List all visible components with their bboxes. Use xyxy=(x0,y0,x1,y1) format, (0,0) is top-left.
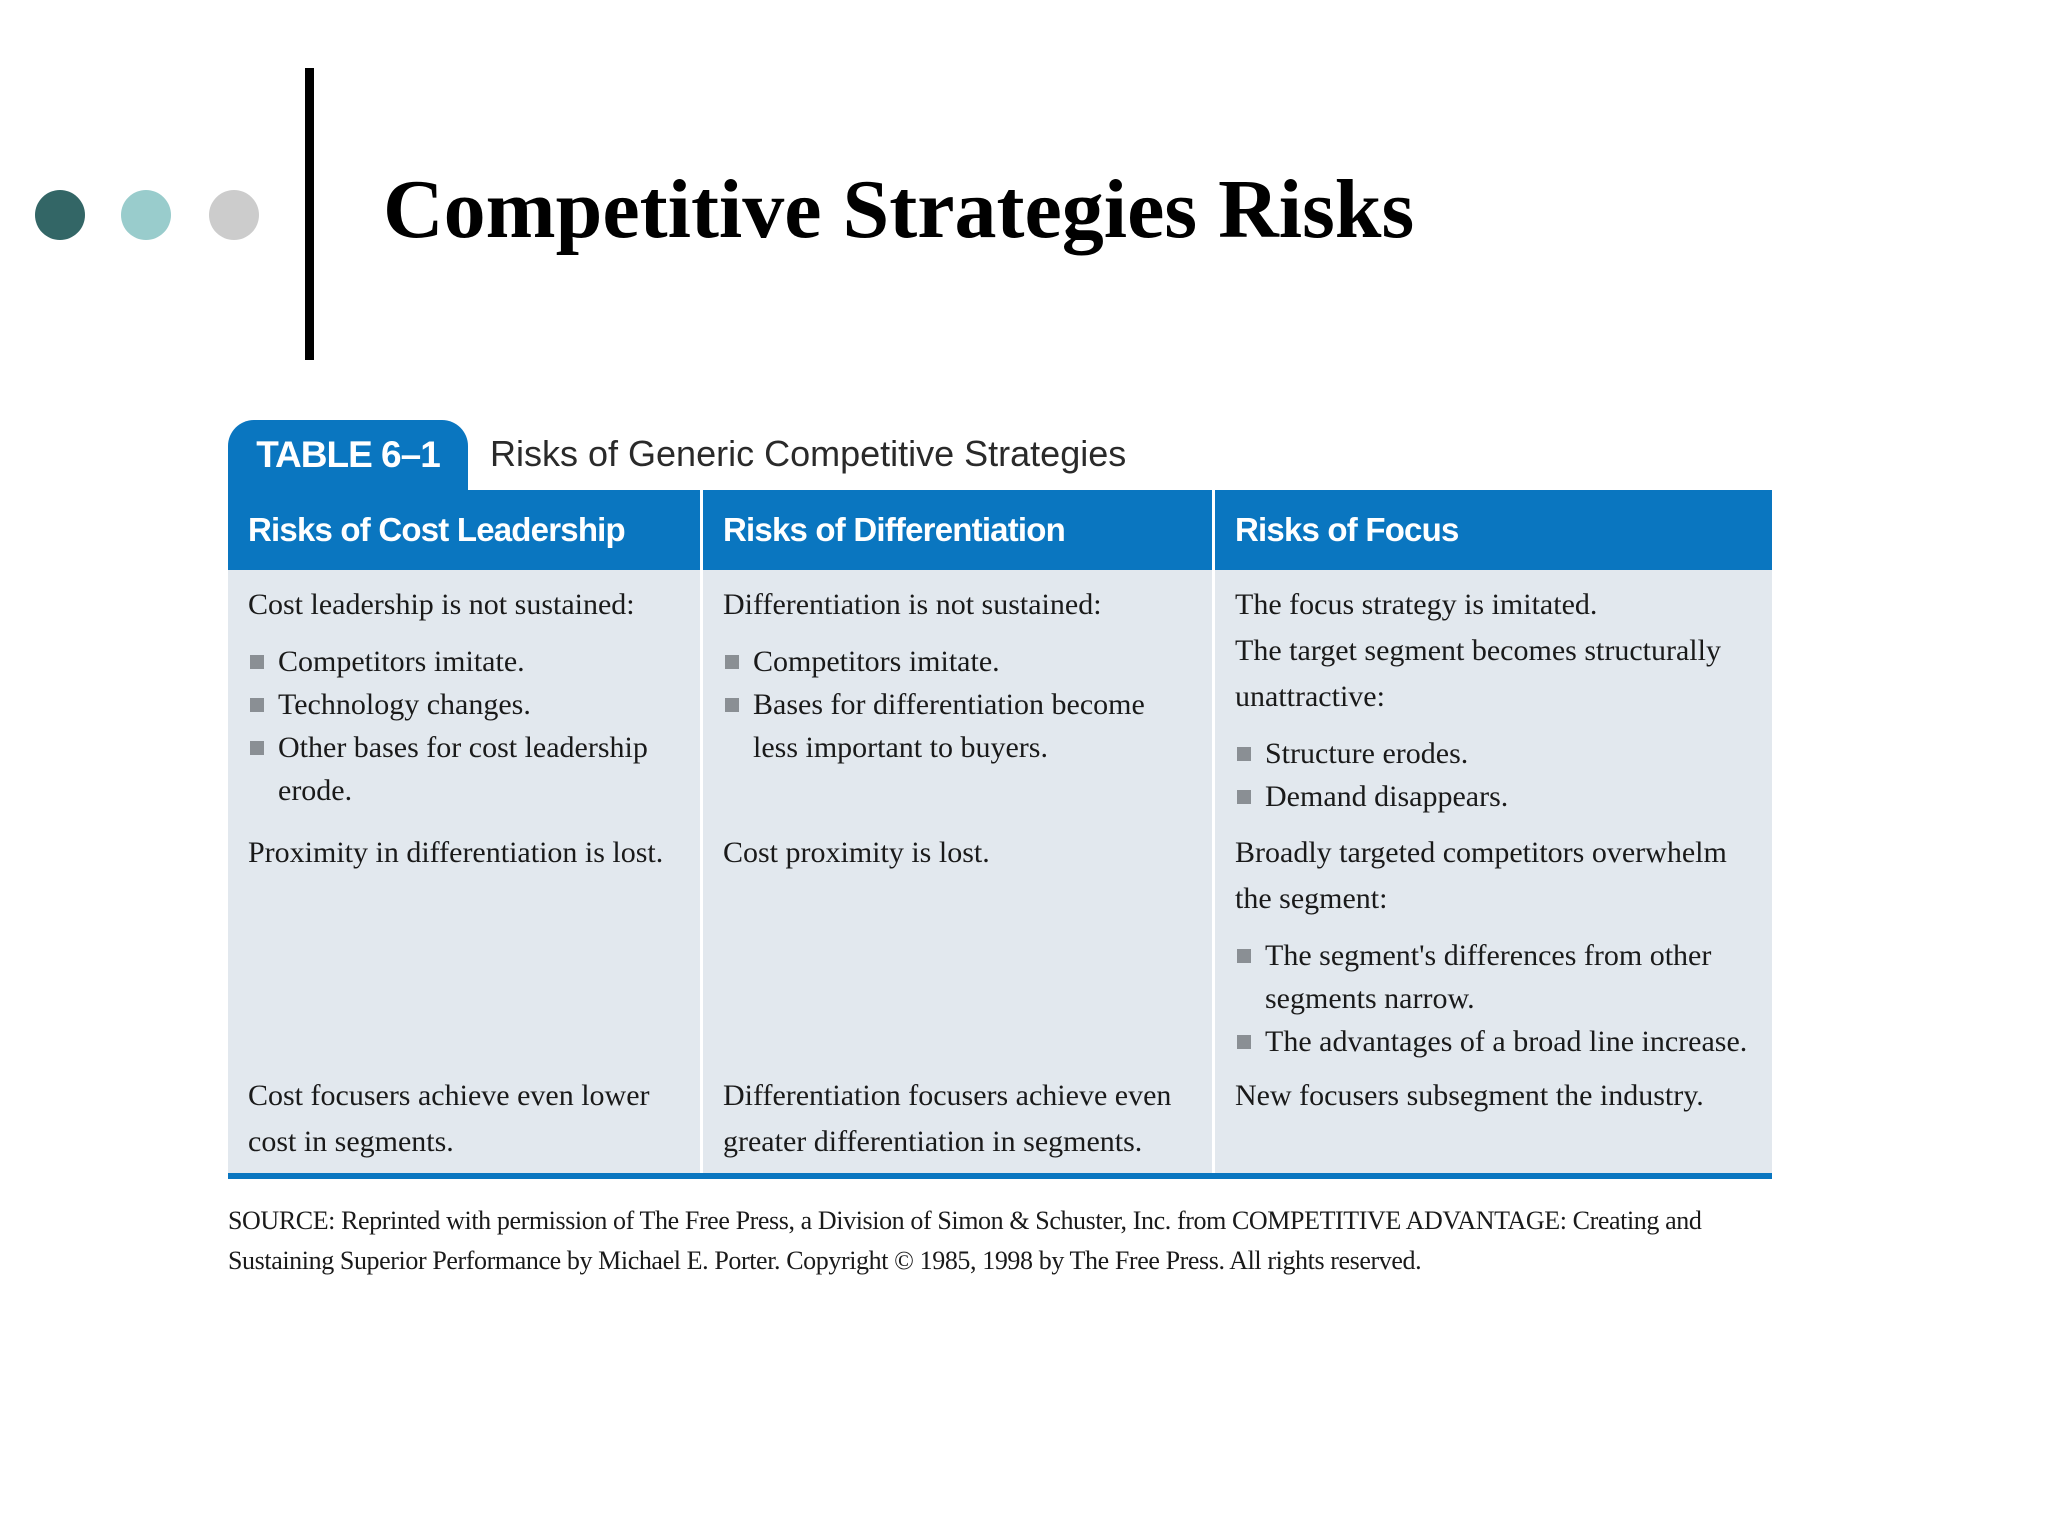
cell-intro: Proximity in differentiation is lost. xyxy=(248,836,664,869)
list-item-text: Technology changes. xyxy=(278,688,531,721)
square-bullet-icon xyxy=(1237,747,1251,761)
square-bullet-icon xyxy=(250,698,264,712)
decorative-dot-dark xyxy=(35,190,85,240)
table-cell xyxy=(700,818,1212,1061)
table-cell xyxy=(700,1061,1212,1173)
table-cell xyxy=(1212,570,1772,818)
square-bullet-icon xyxy=(725,698,739,712)
list-item-text: Bases for differentiation become less important to buyers. xyxy=(753,688,1145,764)
list-item xyxy=(1235,1020,1754,1063)
table-figure xyxy=(228,420,1772,1281)
bullet-list xyxy=(1235,934,1754,1063)
list-item xyxy=(248,726,682,812)
bullet-list xyxy=(1235,732,1754,818)
table-cell xyxy=(1212,1061,1772,1173)
list-item xyxy=(1235,775,1754,818)
table-cell xyxy=(228,570,700,818)
list-item xyxy=(248,640,682,683)
header-cost-leadership: Risks of Cost Leadership xyxy=(228,490,700,570)
cell-intro: Cost leadership is not sustained: xyxy=(248,588,635,621)
cell-intro: Differentiation is not sustained: xyxy=(723,588,1102,621)
risks-table xyxy=(228,490,1772,1179)
list-item-text: The advantages of a broad line increase. xyxy=(1265,1025,1748,1058)
cell-intro: New focusers subsegment the industry. xyxy=(1235,1079,1704,1112)
cell-intro-2: The target segment becomes structurally unattractive: xyxy=(1235,634,1721,713)
cell-intro: Differentiation focusers achieve even greater differentiation in segments. xyxy=(723,1079,1172,1158)
table-caption xyxy=(228,420,1772,490)
square-bullet-icon xyxy=(1237,1035,1251,1049)
title-divider xyxy=(305,68,314,360)
square-bullet-icon xyxy=(250,655,264,669)
table-cell xyxy=(700,570,1212,818)
list-item xyxy=(1235,934,1754,1020)
table-cell xyxy=(228,1061,700,1173)
square-bullet-icon xyxy=(250,741,264,755)
cell-intro: The focus strategy is imitated. xyxy=(1235,588,1598,621)
cell-intro: Cost proximity is lost. xyxy=(723,836,990,869)
square-bullet-icon xyxy=(1237,790,1251,804)
source-note: SOURCE: Reprinted with permission of The Free Press, a Division of Simon & Schuster, Inc. from COMPETITIVE ADVANTAGE: Creating and Sustaining Superior Performance by Michael E. Porter. Copyright © 1985, 1998 by The Free Press. All rights reserved. xyxy=(228,1206,1702,1275)
list-item-text: Demand disappears. xyxy=(1265,780,1509,813)
table-label: TABLE 6–1 xyxy=(228,420,468,490)
table-caption-title: Risks of Generic Competitive Strategies xyxy=(490,433,1127,474)
cell-intro: Broadly targeted competitors overwhelm the segment: xyxy=(1235,836,1727,915)
list-item-text: Other bases for cost leadership erode. xyxy=(278,731,648,807)
list-item xyxy=(723,683,1194,769)
list-item-text: Structure erodes. xyxy=(1265,737,1469,770)
list-item-text: Competitors imitate. xyxy=(753,645,1000,678)
list-item xyxy=(723,640,1194,683)
slide-title: Competitive Strategies Risks xyxy=(383,163,1415,256)
table-cell xyxy=(228,818,700,1061)
list-item-text: Competitors imitate. xyxy=(278,645,525,678)
bullet-list xyxy=(248,640,682,812)
list-item-text: The segment's differences from other segments narrow. xyxy=(1265,939,1712,1015)
square-bullet-icon xyxy=(725,655,739,669)
header-focus: Risks of Focus xyxy=(1212,490,1772,570)
bullet-list xyxy=(723,640,1194,769)
square-bullet-icon xyxy=(1237,949,1251,963)
cell-intro: Cost focusers achieve even lower cost in segments. xyxy=(248,1079,650,1158)
decorative-dot-light xyxy=(121,190,171,240)
table-cell xyxy=(1212,818,1772,1061)
decorative-dot-gray xyxy=(209,190,259,240)
list-item xyxy=(1235,732,1754,775)
list-item xyxy=(248,683,682,726)
header-differentiation: Risks of Differentiation xyxy=(700,490,1212,570)
